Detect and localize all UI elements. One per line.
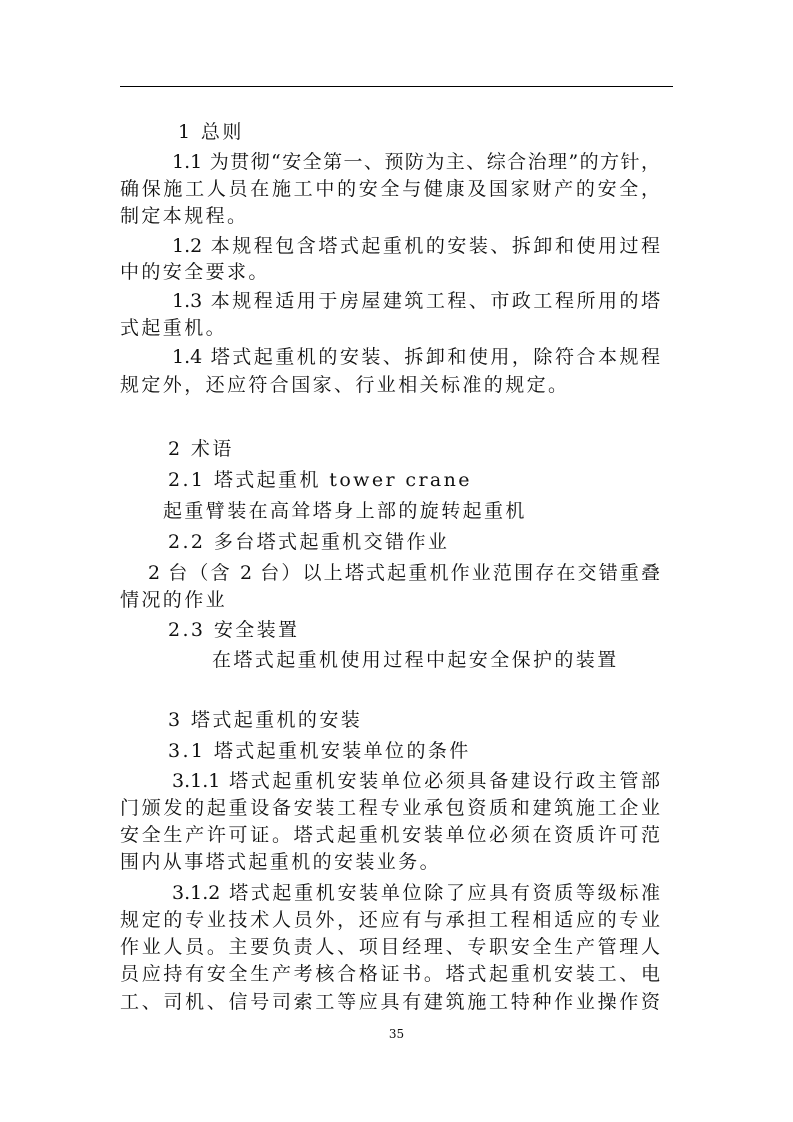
paragraph-line: 工、司机、信号司索工等应具有建筑施工特种作业操作资: [120, 991, 660, 1013]
paragraph-line: 中的安全要求。: [120, 261, 270, 283]
paragraph-line: 作业人员。主要负责人、项目经理、专职安全生产管理人: [120, 936, 660, 958]
paragraph-line: 员应持有安全生产考核合格证书。塔式起重机安装工、电: [120, 963, 660, 985]
term-heading: 2.1 塔式起重机 tower crane: [168, 469, 472, 491]
paragraph-line: 1.1 为贯彻“安全第一、预防为主、综合治理”的方针，: [172, 151, 660, 173]
paragraph-line: 门颁发的起重设备安装工程专业承包资质和建筑施工企业: [120, 797, 660, 819]
paragraph-line: 3.1.2 塔式起重机安装单位除了应具有资质等级标准: [172, 882, 660, 904]
term-definition: 2 台（含 2 台）以上塔式起重机作业范围存在交错重叠: [148, 562, 660, 584]
subsection-heading: 3.1 塔式起重机安装单位的条件: [168, 740, 471, 762]
paragraph-line: 确保施工人员在施工中的安全与健康及国家财产的安全，: [120, 178, 660, 200]
paragraph-line: 3.1.1 塔式起重机安装单位必须具备建设行政主管部: [172, 770, 660, 792]
term-definition: 情况的作业: [120, 589, 228, 611]
term-heading: 2.2 多台塔式起重机交错作业: [168, 531, 450, 553]
section-heading-1: 1 总则: [178, 121, 244, 143]
section-heading-2: 2 术语: [168, 438, 234, 460]
term-heading: 2.3 安全装置: [168, 619, 300, 641]
paragraph-line: 规定的专业技术人员外，还应有与承担工程相适应的专业: [120, 909, 660, 931]
paragraph-line: 1.3 本规程适用于房屋建筑工程、市政工程所用的塔: [172, 290, 660, 312]
term-definition: 起重臂装在高耸塔身上部的旋转起重机: [163, 500, 527, 522]
page-number: 35: [388, 1027, 405, 1041]
header-rule: [120, 86, 673, 87]
paragraph-line: 制定本规程。: [120, 205, 249, 227]
term-definition: 在塔式起重机使用过程中起安全保护的装置: [212, 649, 619, 671]
paragraph-line: 规定外，还应符合国家、行业相关标准的规定。: [120, 374, 570, 396]
paragraph-line: 式起重机。: [120, 317, 228, 339]
paragraph-line: 围内从事塔式起重机的安装业务。: [120, 851, 442, 873]
paragraph-line: 1.2 本规程包含塔式起重机的安装、拆卸和使用过程: [172, 235, 660, 257]
section-heading-3: 3 塔式起重机的安装: [168, 709, 363, 731]
paragraph-line: 安全生产许可证。塔式起重机安装单位必须在资质许可范: [120, 824, 660, 846]
paragraph-line: 1.4 塔式起重机的安装、拆卸和使用，除符合本规程: [172, 346, 660, 368]
